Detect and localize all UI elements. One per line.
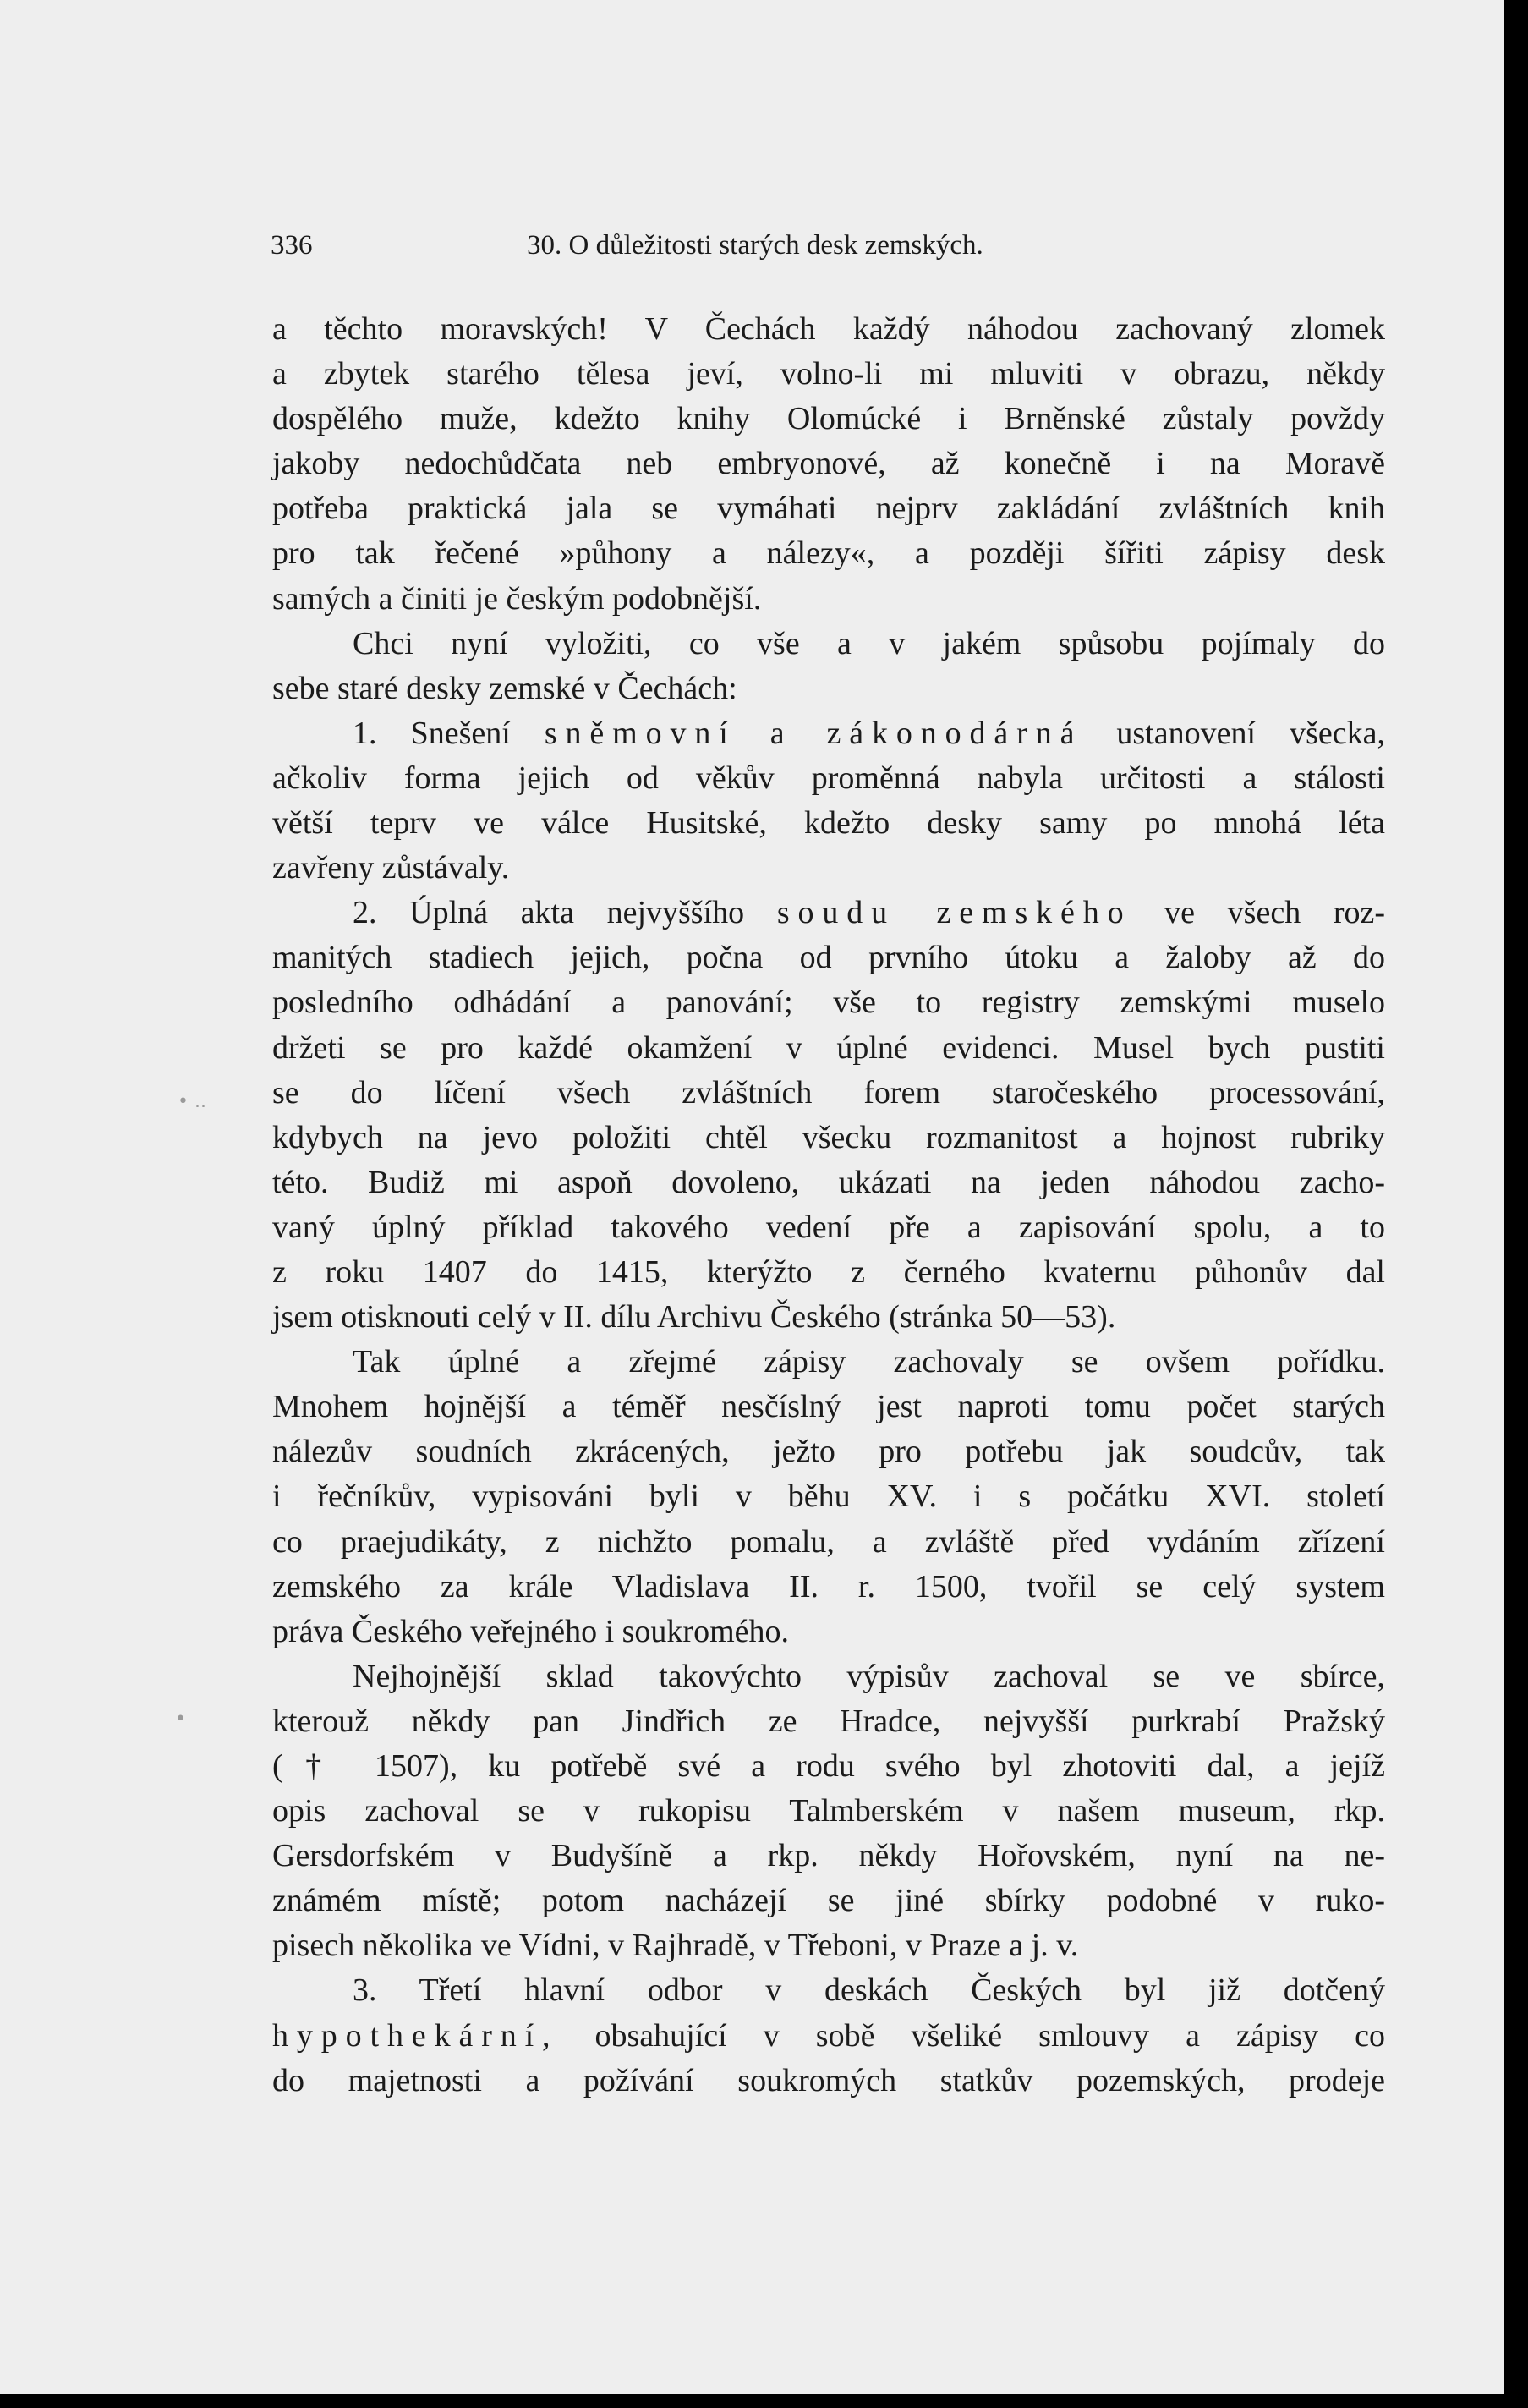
chapter-title: 30. O důležitosti starých desk zemských. xyxy=(527,230,983,261)
text-line: Nejhojnější sklad takovýchto výpisův zachoval se ve sbírce, xyxy=(353,1658,1385,1694)
text-line: se do líčení všech zvláštních forem staročeského processování, xyxy=(272,1074,1385,1111)
text-line: a zbytek starého tělesa jeví, volno-li mi mluviti v obrazu, někdy xyxy=(272,356,1385,392)
spaced-text: hypothekární, xyxy=(272,2017,559,2054)
text-run: 1. Snešení xyxy=(353,715,511,751)
text-line: Chci nyní vyložiti, co vše a v jakém spůsobu pojímaly do xyxy=(353,625,1385,661)
text-line: Mnohem hojnější a téměř nesčíslný jest naproti tomu počet starých xyxy=(272,1389,1385,1425)
text-line: z roku 1407 do 1415, kterýžto z černého kvaternu půhonův dal xyxy=(272,1253,1385,1290)
text-run: ustanovení všecka, xyxy=(1116,715,1385,751)
text-line: opis zachoval se v rukopisu Talmberském v našem museum, rkp. xyxy=(272,1793,1385,1829)
text-line: větší teprv ve válce Husitské, kdežto desky samy po mnohá léta xyxy=(272,805,1385,842)
text-line: i řečníkův, vypisováni byli v běhu XV. i s počátku XVI. století xyxy=(272,1478,1385,1515)
text-line: zemského za krále Vladislava II. r. 1500, tvořil se celý system xyxy=(272,1568,1385,1604)
text-line: ačkoliv forma jejich od věkův proměnná nabyla určitosti a stálosti xyxy=(272,760,1385,796)
text-line: posledního odhádání a panování; vše to registry zemskými muselo xyxy=(272,985,1385,1021)
spaced-text: soudu zemského xyxy=(776,895,1132,931)
spaced-text: zákonodárná xyxy=(826,715,1083,751)
text-line: nálezův soudních zkrácených, ježto pro potřebu jak soudcův, tak xyxy=(272,1434,1385,1470)
text-line: zavřeny zůstávaly. xyxy=(272,850,510,886)
body-text xyxy=(272,307,1385,2104)
margin-mark: • xyxy=(175,1709,186,1730)
text-line: do majetnosti a požívání soukromých statkův pozemských, prodeje xyxy=(272,2062,1385,2098)
text-line: držeti se pro každé okamžení v úplné evidenci. Musel bych pustiti xyxy=(272,1029,1385,1066)
text-line xyxy=(272,2014,1385,2059)
text-run: 2. Úplná akta nejvyššího xyxy=(353,895,745,931)
text-line: samých a činiti je českým podobnější. xyxy=(272,580,762,617)
text-line: jsem otisknouti celý v II. dílu Archivu Českého (stránka 50—53). xyxy=(272,1299,1116,1336)
page-number: 336 xyxy=(271,230,313,261)
text-line: známém místě; potom nacházejí se jiné sbírky podobné v ruko- xyxy=(272,1883,1385,1919)
text-line: této. Budiž mi aspoň dovoleno, ukázati na jeden náhodou zacho- xyxy=(272,1164,1385,1200)
text-line: Tak úplné a zřejmé zápisy zachovaly se ovšem pořídku. xyxy=(353,1344,1385,1380)
text-line: manitých stadiech jejich, počna od prvního útoku a žaloby až do xyxy=(272,940,1385,976)
running-head xyxy=(271,230,1387,272)
text-line: kdybych na jevo položiti chtěl všecku rozmanitost a hojnost rubriky xyxy=(272,1119,1385,1155)
text-line: pro tak řečené »půhony a nálezy«, a později šířiti zápisy desk xyxy=(272,535,1385,572)
text-line: práva Českého veřejného i soukromého. xyxy=(272,1613,789,1649)
text-run: obsahující v sobě všeliké smlouvy a zápisy co xyxy=(594,2017,1385,2054)
text-line: Gersdorfském v Budyšíně a rkp. někdy Hořovském, nyní na ne- xyxy=(272,1838,1385,1874)
margin-mark: • .. xyxy=(178,1091,206,1112)
text-line: dospělého muže, kdežto knihy Olomúcké i Brněnské zůstaly povždy xyxy=(272,401,1385,437)
text-line: a těchto moravských! V Čechách každý náhodou zachovaný zlomek xyxy=(272,311,1385,347)
text-line: pisech několika ve Vídni, v Rajhradě, v Třeboni, v Praze a j. v. xyxy=(272,1928,1079,1964)
text-line: sebe staré desky zemské v Čechách: xyxy=(272,670,737,706)
text-line: († 1507), ku potřebě své a rodu svého byl zhotoviti dal, a jejíž xyxy=(272,1748,1385,1784)
text-run: ve všech roz- xyxy=(1164,895,1386,931)
text-line: 3. Třetí hlavní odbor v deskách Českých byl již dotčený xyxy=(353,1972,1385,2009)
text-line: jakoby nedochůdčata neb embryonové, až konečně i na Moravě xyxy=(272,446,1385,482)
spaced-text: sněmovní xyxy=(544,715,737,751)
text-line xyxy=(272,891,1385,935)
text-line: kterouž někdy pan Jindřich ze Hradce, nejvyšší purkrabí Pražský xyxy=(272,1703,1385,1739)
text-line: vaný úplný příklad takového vedení pře a zapisování spolu, a to xyxy=(272,1209,1385,1245)
spaced-text: a xyxy=(769,715,793,751)
text-line xyxy=(272,711,1385,756)
text-line: potřeba praktická jala se vymáhati nejprv zakládání zvláštních knih xyxy=(272,491,1385,527)
text-line: co praejudikáty, z nichžto pomalu, a zvláště před vydáním zřízení xyxy=(272,1523,1385,1560)
